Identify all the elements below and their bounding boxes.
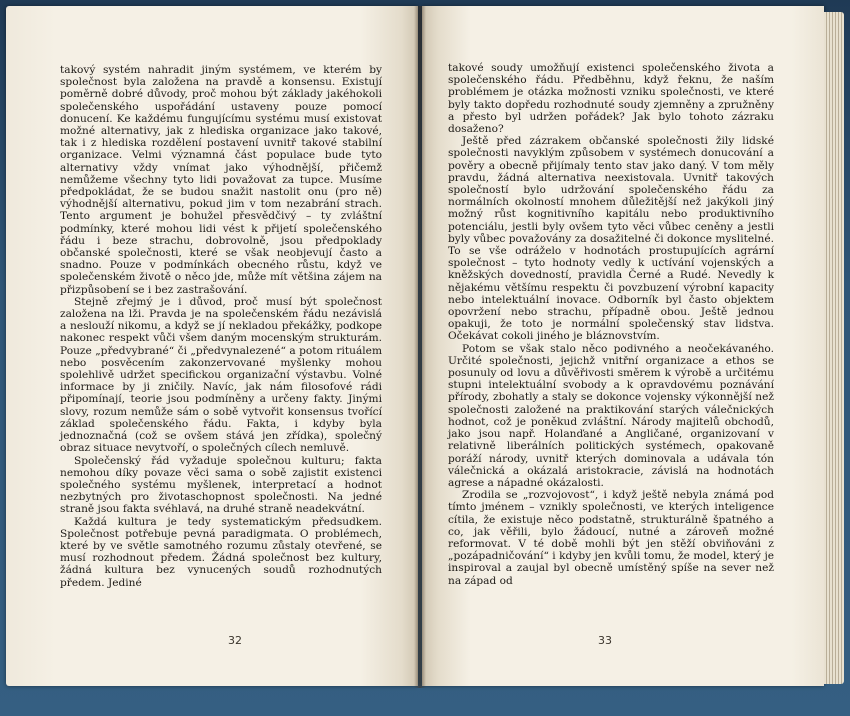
book-gutter — [414, 6, 426, 688]
right-page — [422, 6, 824, 686]
left-page-text — [60, 64, 382, 589]
right-page-number: 33 — [598, 634, 612, 647]
right-page-text — [448, 62, 774, 587]
left-paragraph-2: Stejně zřejmý je i důvod, proč musí být společnost založena na lži. Pravda je na společenském řádu nezávislá a neslouží nikomu, a když se jí nekladou překážky, podkope nakonec respekt vůči všem daným mocenským strukturám. Pouze „předvybrané“ či „předvynalezené“ a potom rituálem nebo posvěcením zakonzervované myšlenky mohou spolehlivě udržet specifickou organizační výstavbu. Volné informace by ji zničily. Navíc, jak nám filosofové rádi připomínají, teorie jsou podmíněny a určeny fakty. Jinými slovy, rozum nemůže sám o sobě vytvořit konsensus tvořící základ společenského řádu. Fakta, i kdyby byla jednoznačná (což se ovšem stává jen zřídka), společný obraz situace nevytvoří, o společných cílech nemluvě. — [60, 295, 382, 455]
right-paragraph-2: Ještě před zázrakem občanské společnosti žily lidské společnosti navyklým způsobem v systémech donucování a pověry a obecně přijímaly tento stav jako daný. V tom měly pravdu, žádná alternativa neexistovala. Uvnitř takových společností bylo udržování společenského řádu za normálních okolností mnohem důležitější než jakýkoli jiný možný růst kognitivního kapitálu nebo produktivního potenciálu, jestli byly ovšem tyto věci vůbec ceněny a jestli byly vůbec považovány za dosažitelné či dokonce myslitelné. To se vše odráželo v hodnotách prostupujících agrární společnost – tyto hodnoty vedly k uctívání vojenských a kněžských dovedností, pravidla Černé a Rudé. Nevedly k nějakému většímu respektu či povzbuzení výrobní kapacity nebo intelektuální inovace. Odborník byl často objektem opovržení nebo strachu, případně obou. Ještě jednou opakuji, že toto je normální společenský stav lidstva. Očekávat cokoli jiného je bláznovstvím. — [448, 135, 774, 343]
page-edges — [824, 12, 844, 684]
left-page-number: 32 — [228, 634, 242, 647]
right-paragraph-3: Potom se však stalo něco podivného a neočekávaného. Určité společnosti, jejichž vnitřní organizace a ethos se posunuly od lovu a důvěřivosti směrem k výrobě a určitému stupni intelektuální svobody a k opravdovému poznávání přírody, zbohatly a staly se dokonce vojensky výkonnější než společnosti založené na praktikování starých válečnických hodnot, což je poněkud zvláštní. Národy majitelů obchodů, jako jsou např. Holanďané a Angličané, organizovaní v relativně liberálních politických systémech, opakovaně poráží národy, uvnitř kterých dominovala a udávala tón válečnická a okázalá aristokracie, závislá na hodnotách agrese a nápadné okázalosti. — [448, 342, 774, 489]
right-paragraph-1: takové soudy umožňují existenci společenského života a společenského řádu. Předběhnu, když řeknu, že naším problémem je otázka možnosti vzniku společnosti, ve které byly takto dopředu rozhodnuté soudy zjemněny a zpružněny a přesto byl udržen pořádek? Jak bylo tohoto zázraku dosaženo? — [448, 62, 774, 136]
left-paragraph-1: takový systém nahradit jiným systémem, ve kterém by společnost byla založena na pravdě a konsensu. Existují poměrně dobré důvody, proč mohou být základy jakéhokoli společenského uspořádání ustaveny pouze pomocí donucení. Ke každému fungujícímu systému musí existovat možné alternativy, jak z hlediska organizace jako takové, tak i z hlediska rozdělení postavení uvnitř takové stabilní organizace. Velmi významná část populace bude tyto alternativy vždy vnímat jako výhodnější, přičemž nemůžeme všechny tyto lidi považovat za tupce. Musíme předpokládat, že se budou snažit nastolit onu (pro ně) výhodnější alternativu, pokud jim v tom nezabrání strach. Tento argument je bohužel přesvědčivý – ty zvláštní podmínky, které mohou lidi vést k přijetí společenského řádu i beze strachu, dobrovolně, jsou předpoklady občanské společnosti, které se však neobjevují často a snadno. Pouze v podmínkách obecného růstu, když ve společenském životě o něco jde, může mít většina zájem na přizpůsobení se i bez zastrašování. — [60, 64, 382, 296]
left-paragraph-4: Každá kultura je tedy systematickým předsudkem. Společnost potřebuje pevná paradigmata. O problémech, které by ve světle samotného rozumu zůstaly otevřené, se musí rozhodnout předem. Žádná společnost bez kultury, žádná kultura bez vynucených soudů rozhodnutých předem. Jediné — [60, 515, 382, 589]
left-paragraph-3: Společenský řád vyžaduje společnou kulturu; fakta nemohou díky povaze věci sama o sobě zajistit existenci společného systému myšlenek, interpretací a hodnot nezbytných pro životaschopnost společnosti. Na jedné straně jsou fakta svéhlavá, na druhé straně neadekvátní. — [60, 454, 382, 516]
left-page — [6, 6, 418, 686]
right-paragraph-4: Zrodila se „rozvojovost“, i když ještě nebyla známá pod tímto jménem – vznikly společnosti, ve kterých inteligence cítila, že existuje něco podstatně, strukturálně špatného a co, jak věřili, bylo žádoucí, nutné a zároveň možné reformovat. V té době mohli být jen stěží obviňováni z „pozápadničování“ i kdyby jen kvůli tomu, že model, který je inspiroval a zaujal byl obecně umístěný spíše na sever než na západ od — [448, 489, 774, 587]
